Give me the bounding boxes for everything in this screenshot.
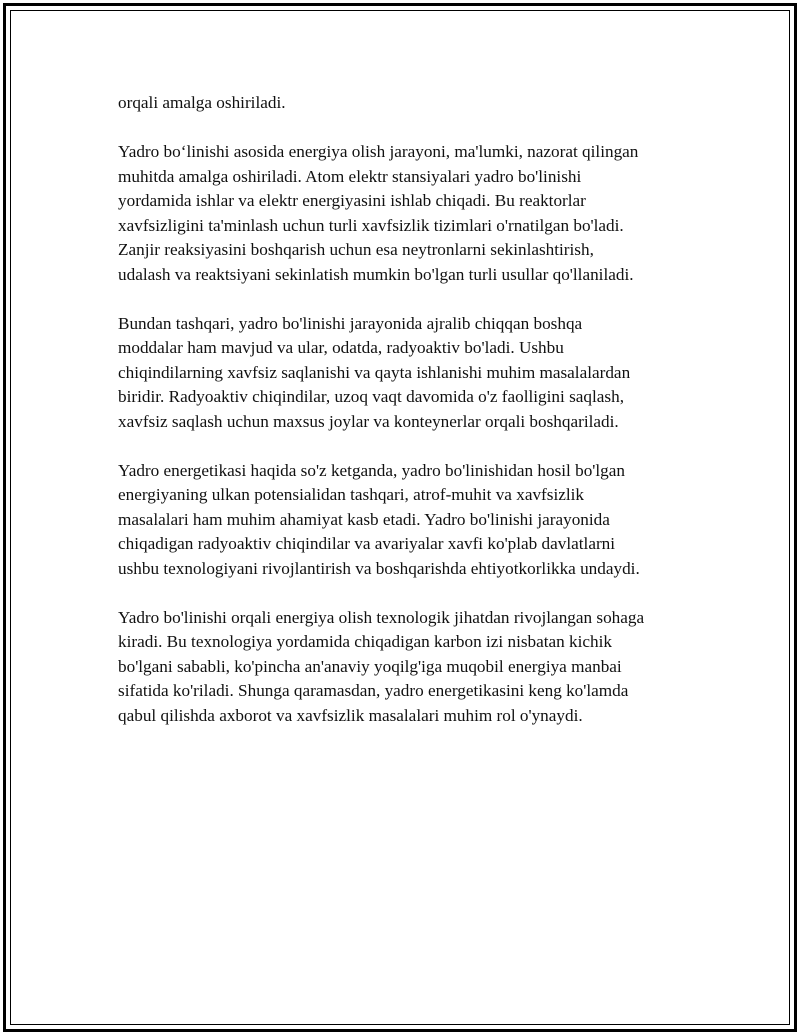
paragraph-technology-adoption: Yadro bo'linishi orqali energiya olish texnologik jihatdan rivojlangan sohaga kiradi. Bu texnologiya yordamida chiqadigan karbon izi nisbatan kichik bo'lgani sababli, ko'pincha an'anaviy yoqilg'iga muqobil energiya manbai sifatida ko'riladi. Shunga qaramasdan, yadro energetikasini keng ko'lamda qabul qilishda axborot va xavfsizlik masalalari muhim rol o'ynaydi. [118,607,645,725]
paragraph-radioactive-waste: Bundan tashqari, yadro bo'linishi jarayonida ajralib chiqqan boshqa moddalar ham mavjud va ular, odatda, radyoaktiv bo'ladi. Ushbu chiqindilarning xavfsiz saqlanishi va qayta ishlanishi muhim masalalardan biridir. Radyoaktiv chiqindilar, uzoq vaqt davomida o'z faolligini saqlash, xavfsiz saqlash uchun maxsus joylar va konteynerlar orqali boshqariladi. [118,313,631,431]
paragraph-environment-safety: Yadro energetikasi haqida so'z ketganda, yadro bo'linishidan hosil bo'lgan energiyaning ulkan potensialidan tashqari, atrof-muhit va xavfsizlik masalalari ham muhim ahamiyat kasb etadi. Yadro bo'linishi jarayonida chiqadigan radyoaktiv chiqindilar va avariyalar xavfi ko'plab davlatlarni ushbu texnologiyani rivojlantirish va boshqarishda ehtiyotkorlikka undaydi. [118,460,640,578]
paragraph-continuation: orqali amalga oshiriladi. [118,93,286,112]
paragraph-controlled-fission: Yadro bo‘linishi asosida energiya olish jarayoni, ma'lumki, nazorat qilingan muhitda amalga oshiriladi. Atom elektr stansiyalari yadro bo'linishi yordamida ishlar va elektr energiyasini ishlab chiqadi. Bu reaktorlar xavfsizligini ta'minlash uchun turli xavfsizlik tizimlari o'rnatilgan bo'ladi. Zanjir reaksiyasini boshqarish uchun esa neytronlarni sekinlashtirish, udalash va reaktsiyani sekinlatish mumkin bo'lgan turli usullar qo'llaniladi. [118,142,639,284]
document-body [118,91,708,753]
